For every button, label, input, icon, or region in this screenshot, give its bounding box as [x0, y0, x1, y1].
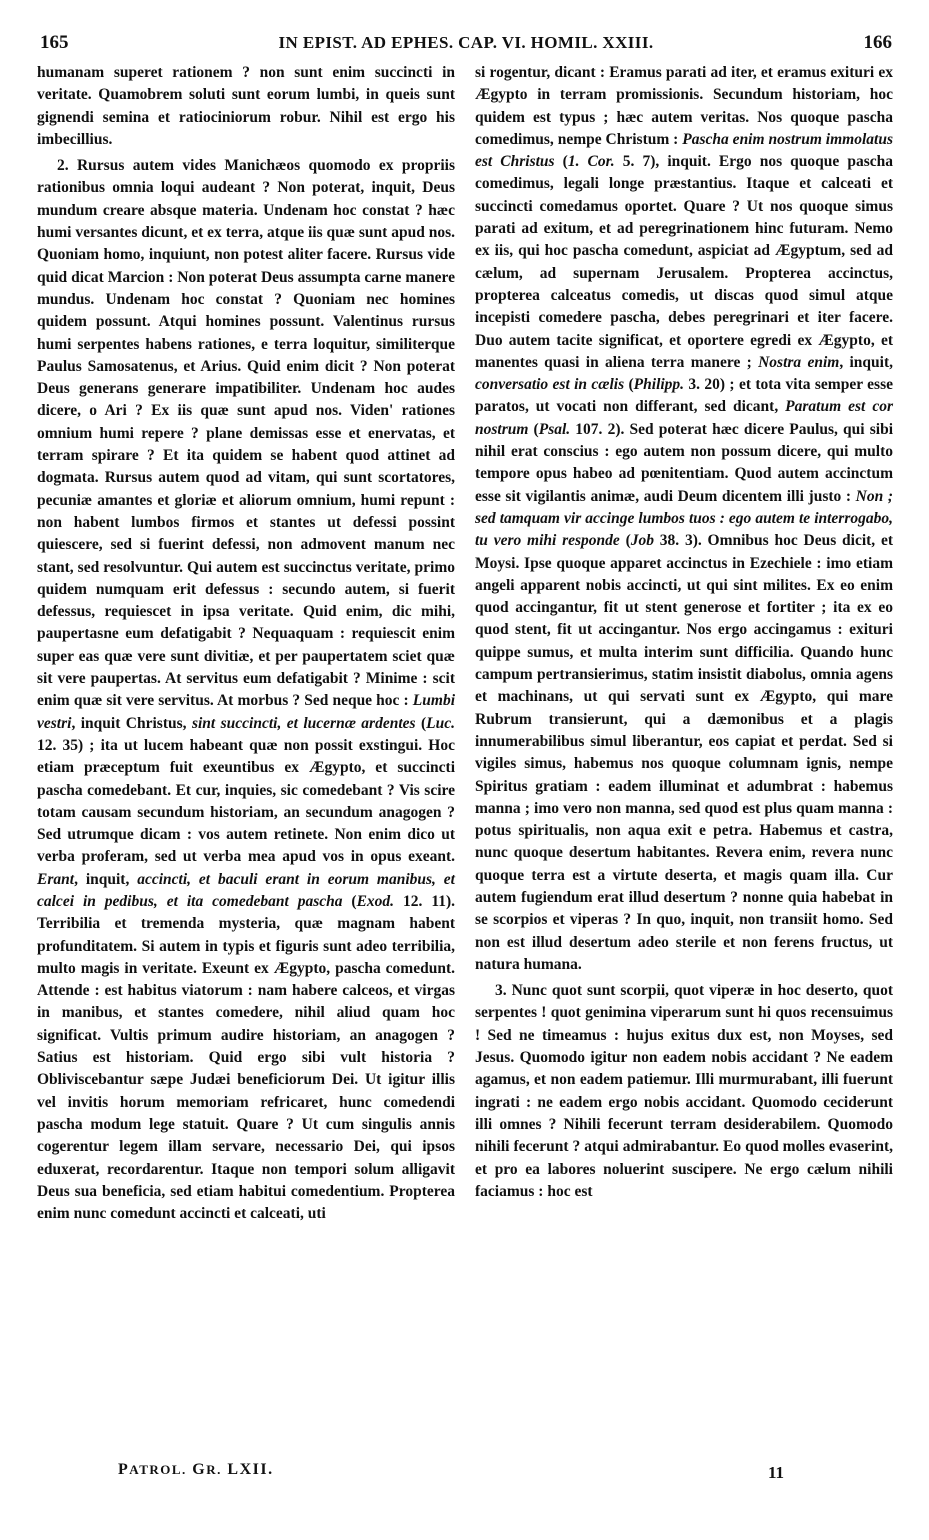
quotation: sint succincti, et lucernæ ardentes [191, 714, 416, 732]
page-number-left: 165 [40, 32, 69, 53]
paragraph-continuation: humanam superet rationem ? non sunt enim succincti in veritate. Quamobrem soluti sunt eorum lumbi, in queis sunt gignendi semina et ratiociniorum robur. Nihil est ergo his imbecillius. [37, 64, 455, 148]
quotation: Non ; sed tamquam vir accinge lumbos tuos : ego autem te interrogabo, tu vero mihi responde [475, 487, 893, 550]
reference: Exod. [356, 892, 395, 910]
page-header [40, 32, 892, 56]
sheet-number: 11 [768, 1463, 785, 1482]
page-number-right: 166 [863, 32, 892, 53]
quotation: Pascha enim nostrum immolatus est Christus [475, 130, 893, 171]
reference: Philipp. [633, 376, 685, 394]
right-column [475, 62, 893, 1203]
quotation: Lumbi vestri [37, 692, 455, 732]
paragraph-2-continued: si rogentur, dicant : Eramus parati ad iter, et eramus exituri ex Ægypto in terram promissionis. Secundum historiam, hoc quidem est typus ; hæc autem veritas. Nos quoque pascha comedimus, nempe Christum : Pascha enim nostrum immolatus est Christus (1. Cor. 5. 7), inquit. Ergo nos quoque pascha comedimus, legali longe præstantius. Itaque et calceati et succincti comedamus oportet. Quare ? Ut nos quoque simus parati ad exitum, et ad peregrinationem hinc futuram. Nemo ex iis, qui hoc pascha comedunt, aspiciat ad Ægyptum, sed ad cælum, ad supernam Jerusalem. Propterea accinctus, propterea calceatus comedis, ut discas quod simul atque incepisti comedere pascha, debes peregrinari et iter facere. Duo autem tacite significat, et oportere egredi ex Ægypto, et manentes quasi in aliena terra manere ; Nostra enim, inquit, conversatio est in cælis (Philipp. 3. 20) ; et tota vita semper esse paratos, ut vocati non differant, sed dicant, Paratum est cor nostrum (Psal. 107. 2). Sed poterat hæc dicere Paulus, qui sibi nihil erat conscius : ego autem non possum dicere, qui multo tempore opus habeo ad pœnitentiam. Quod autem accinctum esse sit vigilantis animæ, audi Deum dicentem illi justo : Non ; sed tamquam vir accinge lumbos tuos : ego autem te interrogabo, tu vero mihi responde (Job 38. 3). Omnibus hoc Deus dicit, et Moysi. Ipse quoque apparet accinctus in Ezechiele : imo etiam angeli apparent nobis accincti, ut qui sint milites. Ex eo enim quod accingantur, fit ut stent generose et fortiter ; ita ex eo quod stent, fit ut accingantur. Nos ergo accingamus : exituri quippe sumus, et multa interim sunt difficilia. Quando hunc campum pertransierimus, statim insistit diabolus, omnia agens et machinans, ut qui servati sunt ex Ægypto, qui mare Rubrum transierunt, qui a dæmonibus et a plagis innumerabilibus simul liberantur, eos capiat et perdat. Sed si vigiles simus, habemus nos quoque columnam ignis, nempe Spiritus gratiam : eadem illuminat et adumbrat : habemus manna ; imo vero non manna, sed quod est plus quam manna : potus spiritualis, non aqua exit e petra. Habemus et castra, nunc quoque desertum habitantes. Revera enim, revera nunc quoque terra est a virtute deserta, et magis quam illa. Cur autem fugiendum erat illud desertum ? nonne quia habebat in se scorpios et viperas ? In quo, inquit, non transiit homo. Sed non est illud desertum adeo sterile et non ferens fructus, ut natura humana. [475, 64, 894, 973]
quotation: Paratum est cor nostrum [475, 398, 893, 438]
reference: Luc. [426, 714, 455, 732]
page-footer [118, 1461, 798, 1487]
reference: Psal. [538, 420, 571, 438]
reference: 1. Cor. [567, 153, 615, 171]
quotation: conversatio est in cælis [475, 376, 625, 394]
quotation: Nostra enim [758, 353, 840, 371]
signature-mark: PATROL. GR. LXII. [118, 1461, 274, 1478]
reference: Job [630, 532, 655, 550]
quotation: Erant [37, 870, 75, 888]
paragraph-2: 2. Rursus autem vides Manichæos quomodo ex propriis rationibus omnia loqui audeant ? Non poterat, inquit, Deus mundum creare absque materia. Undenam hoc constat ? hæc humi versantes dicunt, et ex terra, atque iis quæ sunt apud nos. Quoniam homo, inquiunt, non potest aliter facere. Rursus vide quid dicat Marcion : Non poterat Deus assumpta carne manere mundus. Undenam hoc constat ? Quoniam nec homines quidem possunt. Atqui homines possunt. Valentinus rursus humi serpentes habens rationes, e terra loquitur, similiterque Paulus Samosatenus, et Arius. Quid enim dicit ? Non poterat Deus generans generare impatibiliter. Undenam hoc audes dicere, o Ari ? Ex iis quæ sunt apud nos. Viden' rationes omnium humi repere ? plane demissas esse et enervatas, et terram spirare ? Et ita quidem se habent quod attinet ad dogmata. Rursus autem quod ad vitam, qui sunt scortatores, pecuniæ amantes et gloriæ et aliorum omnium, humi repunt : non habent lumbos firmos et stantes ut defessi possint quiescere, sed si fuerint defessi, non admovent manum nec stant, sed resolvuntur. Qui autem est succinctus veritate, primo quidem numquam erit defessus : secundo autem, si fuerit defessus, requiescet in ipsa veritate. Quid enim, dic mihi, paupertasne eum defatigabit ? Nequaquam : requiescit enim super eas quæ vere sunt divitiæ, et per paupertatem sciet quæ sit vere paupertas. At servitus eum defatigabit ? Minime : scit enim quæ sit vere servitus. At morbus ? Sed neque hoc : Lumbi vestri, inquit Christus, sint succincti, et lucernæ ardentes (Luc. 12. 35) ; ita ut lucem habeant quæ non possit exstingui. Hoc etiam præceptum fuit exeuntibus ex Ægypto, et succincti pascha comedebant. Et cur, inquies, sic comedebant ? Vis scire totam causam secundum historiam, an secundum anagogen ? Sed utrumque dicam : vos autem retinete. Non enim dico ut verba proferam, sed ut verba mea apud vos in opus exeant. Erant, inquit, accincti, et baculi erant in eorum manibus, et calcei in pedibus, et ita comedebant pascha (Exod. 12. 11). Terribilia et tremenda mysteria, quæ magnam habent profunditatem. Si autem in typis et figuris sunt adeo terribilia, multo magis in veritate. Exeunt ex Ægypto, pascha comedunt. Attende : est habitus viatorum : nam habere calceos, et virgas in manibus, et stantes comedere, nihil aliud quam hoc significat. Vultis primum audire historiam, an anagogen ? Satius est historiam. Quid ergo sibi vult historia ? Obliviscebantur sæpe Judæi beneficiorum Dei. Ut igitur illis vel invitis horum memoriam refricaret, hunc comedendi pascha modum lege statuit. Quare ? Ut cum singulis annis cogerentur legem illam servare, necessario Dei, qui ipsos eduxerat, recordarentur. Itaque non tempori solum alligavit Deus sua beneficia, sed etiam habitui comedentium. Propterea enim nunc comedunt accincti et calceati, uti [37, 157, 455, 1223]
paragraph-3: 3. Nunc quot sunt scorpii, quot viperæ in hoc deserto, quot serpentes ! quot genimina viperarum sunt hi quos recensuimus ! Sed ne timeamus : hujus exitus dux est, non Moyses, sed Jesus. Quomodo igitur non eadem nobis accidant ? Ne eadem agamus, et non eadem patiemur. Illi murmurabant, illi fuerunt ingrati : ne eadem ergo nobis accidant. Quomodo ceciderunt illi omnes ? Nihili fecerunt terram desiderabilem. Quomodo nihili fecerunt ? atqui admirabantur. Eo quod molles evaserint, et pro ea labores noluerint suscipere. Ne ergo cælum nihili faciamus : hoc est [475, 982, 893, 1200]
left-column [37, 62, 455, 1225]
quotation: accincti, et baculi erant in eorum manibus, et calcei in pedibus, et ita comedebant pascha [37, 870, 455, 910]
running-title: IN EPIST. AD EPHES. CAP. VI. HOMIL. XXIII. [278, 33, 654, 52]
